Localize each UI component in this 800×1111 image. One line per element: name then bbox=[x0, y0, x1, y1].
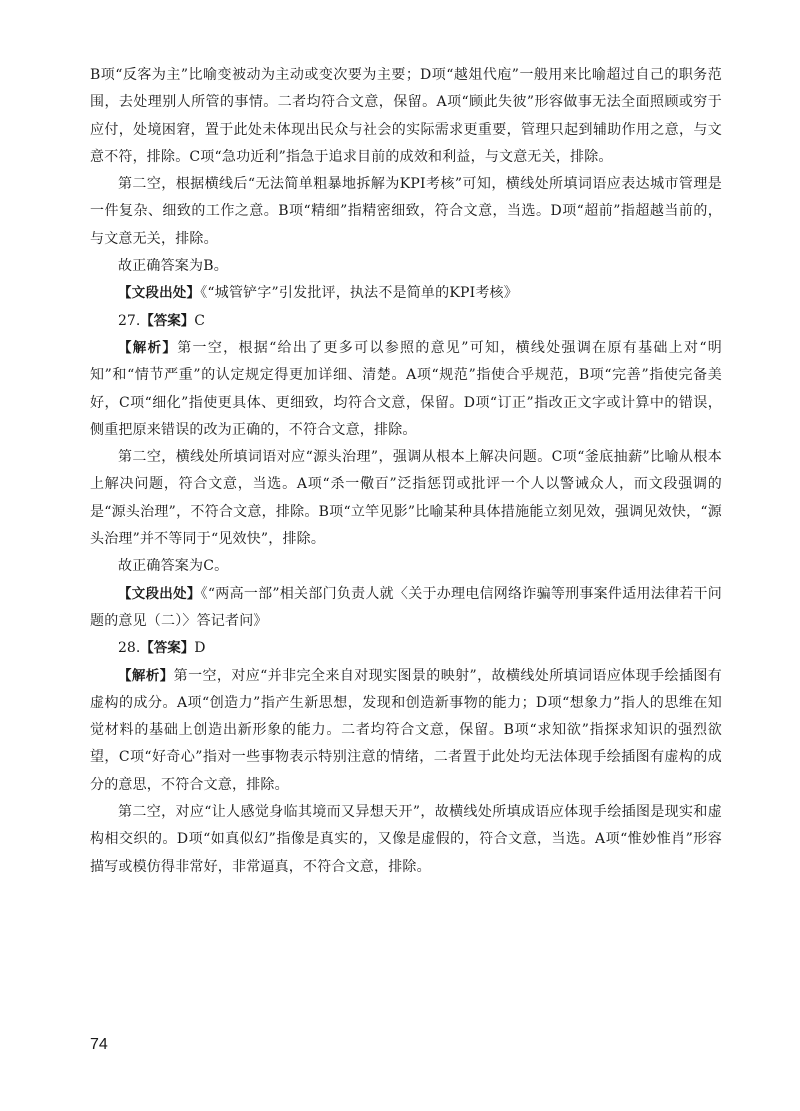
answer-value: C bbox=[194, 312, 205, 329]
paragraph-q26-options: B项“反客为主”比喻变被动为主动或变次要为主要；D项“越俎代庖”一般用来比喻超过自己的职务范围，去处理别人所管的事情。二者均符合文意，保留。A项“顾此失彼”形容做事无法全面照顾或穷于应付，处境困窘，置于此处未体现出民众与社会的实际需求更重要，管理只起到辅助作用之意，与文意不符，排除。C项“急功近利”指急于追求目前的成效和利益，与文意无关，排除。 bbox=[90, 67, 722, 165]
paragraph-q26-second-blank: 第二空，根据横线后“无法简单粗暴地拆解为KPI考核”可知，横线处所填词语应表达城市管理是一件复杂、细致的工作之意。B项“精细”指精密细致，符合文意，当选。D项“超前”指超越当前的，与文意无关，排除。 bbox=[90, 176, 722, 247]
paragraph-q26-source bbox=[90, 280, 722, 307]
source-tag: 【文段出处】 bbox=[118, 285, 201, 302]
answer-value: D bbox=[194, 640, 206, 657]
analysis-tag: 【解析】 bbox=[118, 667, 174, 684]
source-text: 《“城管铲字”引发批评，执法不是简单的KPI考核》 bbox=[200, 285, 518, 302]
paragraph-q27-first-blank bbox=[90, 335, 722, 444]
analysis-text: 第一空，根据“给出了更多可以参照的意见”可知，横线处强调在原有基础上对“明知”和“情节严重”的认定规定得更加详细、清楚。A项“规范”指使合乎规范，B项“完善”指使完备美好，C项“细化”指使更具体、更细致，均符合文意，保留。D项“订正”指改正文字或计算中的错误，侧重把原来错误的改为正确的，不符合文意，排除。 bbox=[90, 339, 722, 438]
paragraph-q27-second-blank: 第二空，横线处所填词语对应“源头治理”，强调从根本上解决问题。C项“釜底抽薪”比喻从根本上解决问题，符合文意，当选。A项“杀一儆百”泛指惩罚或批评一个人以警诫众人，而文段强调的是“源头治理”，不符合文意，排除。B项“立竿见影”比喻某种具体措施能立刻见效，强调见效快，“源头治理”并不等同于“见效快”，排除。 bbox=[90, 449, 722, 548]
question-number: 28. bbox=[118, 640, 141, 657]
answer-tag: 【答案】 bbox=[140, 640, 195, 657]
analysis-tag: 【解析】 bbox=[118, 339, 178, 356]
paragraph-q26-conclusion: 故正确答案为B。 bbox=[118, 258, 228, 275]
paragraph-q27-conclusion: 故正确答案为C。 bbox=[118, 558, 229, 575]
q27-answer-line bbox=[90, 308, 722, 335]
paragraph-q27-source bbox=[90, 581, 722, 636]
source-text: 《“两高一部”相关部门负责人就〈关于办理电信网络诈骗等刑事案件适用法律若干问题的意见（二）〉答记者问》 bbox=[90, 585, 722, 629]
paragraph-q28-first-blank bbox=[90, 663, 722, 799]
analysis-text: 第一空，对应“并非完全来自对现实图景的映射”，故横线处所填词语应体现手绘插图有虚构的成分。A项“创造力”指产生新思想，发现和创造新事物的能力；D项“想象力”指人的思维在知觉材料的基础上创造出新形象的能力。二者均符合文意，保留。B项“求知欲”指探求知识的强烈欲望，C项“好奇心”指对一些事物表示特别注意的情绪，二者置于此处均无法体现手绘插图有虚构的成分的意思，不符合文意，排除。 bbox=[90, 667, 722, 793]
q28-answer-line bbox=[90, 635, 722, 662]
page-content bbox=[90, 62, 722, 881]
page-number: 74 bbox=[90, 1036, 108, 1053]
paragraph-q28-second-blank: 第二空，对应“让人感觉身临其境而又异想天开”，故横线处所填成语应体现手绘插图是现实和虚构相交织的。D项“如真似幻”指像是真实的，又像是虚假的，符合文意，当选。A项“惟妙惟肖”形容描写或模仿得非常好，非常逼真，不符合文意，排除。 bbox=[90, 804, 722, 875]
source-tag: 【文段出处】 bbox=[118, 585, 201, 602]
question-number: 27. bbox=[118, 312, 141, 329]
answer-tag: 【答案】 bbox=[140, 312, 195, 329]
